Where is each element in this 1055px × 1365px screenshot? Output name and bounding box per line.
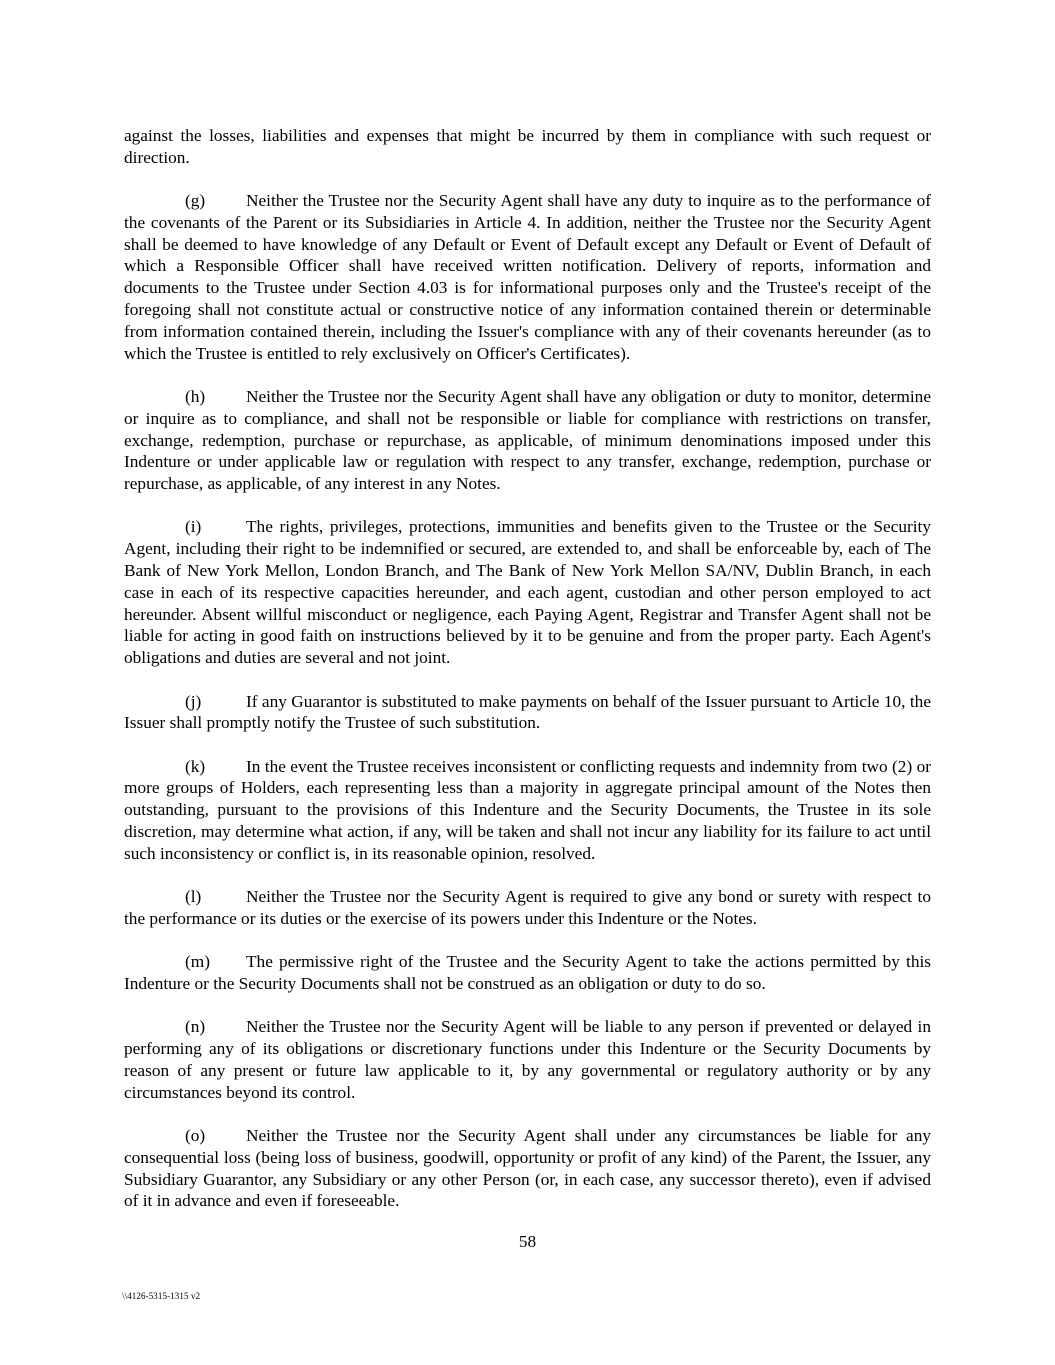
paragraph-text: The permissive right of the Trustee and the Security Agent to take the actions permitted by this Indenture or the Security Documents shall not be construed as an obligation or duty to do so. xyxy=(124,952,931,993)
paragraph-text: Neither the Trustee nor the Security Agent will be liable to any person if prevented or delayed in performing any of its obligations or discretionary functions under this Indenture or the Security Documents by reason of any present or future law applicable to it, by any governmental or regulatory authority or by any circumstances beyond its control. xyxy=(124,1017,931,1102)
page-number: 58 xyxy=(518,1232,537,1251)
document-body xyxy=(124,125,931,1234)
paragraph-g xyxy=(124,190,931,364)
paragraph-label: (m) xyxy=(185,952,210,972)
paragraph-label: (j) xyxy=(185,691,202,711)
paragraph-text: Neither the Trustee nor the Security Agent shall have any obligation or duty to monitor, determine or inquire as to compliance, and shall not be responsible or liable for compliance with restrictions on transfer, exchange, redemption, purchase or repurchase, as applicable, of minimum denominations imposed under this Indenture or under applicable law or regulation with respect to any transfer, exchange, redemption, purchase or repurchase, as applicable, of any interest in any Notes. xyxy=(124,386,931,494)
paragraph-text: Neither the Trustee nor the Security Agent shall have any duty to inquire as to the performance of the covenants of the Parent or its Subsidiaries in Article 4. In addition, neither the Trustee nor the Security Agent shall be deemed to have knowledge of any Default or Event of Default except any Default or Event of Default of which a Responsible Officer shall have received written notification. Delivery of reports, information and documents to the Trustee under Section 4.03 is for informational purposes only and the Trustee's receipt of the foregoing shall not constitute actual or constructive notice of any information contained therein or determinable from information contained therein, including the Issuer's compliance with any of their covenants hereunder (as to which the Trustee is entitled to rely exclusively on Officer's Certificates). xyxy=(124,191,931,363)
paragraph-label: (h) xyxy=(185,386,206,406)
paragraph-o xyxy=(124,1125,931,1212)
paragraph-text: The rights, privileges, protections, immunities and benefits given to the Trustee or the Security Agent, including their right to be indemnified or secured, are extended to, and shall be enforceable by, each of The Bank of New York Mellon, London Branch, and The Bank of New York Mellon SA/NV, Dublin Branch, in each case in each of its respective capacities hereunder, and each agent, custodian and other person employed to act hereunder. Absent willful misconduct or negligence, each Paying Agent, Registrar and Transfer Agent shall not be liable for acting in good faith on instructions believed by it to be genuine and from the proper party. Each Agent's obligations and duties are several and not joint. xyxy=(124,517,931,668)
paragraph-m xyxy=(124,951,931,995)
paragraph-h xyxy=(124,386,931,495)
paragraph-n xyxy=(124,1016,931,1103)
paragraph-text: Neither the Trustee nor the Security Agent is required to give any bond or surety with respect to the performance or its duties or the exercise of its powers under this Indenture or the Notes. xyxy=(124,887,931,928)
paragraph-j xyxy=(124,691,931,735)
paragraph-label: (i) xyxy=(185,517,202,537)
paragraph-l xyxy=(124,886,931,930)
paragraph-i xyxy=(124,516,931,669)
paragraph-text: Neither the Trustee nor the Security Agent shall under any circumstances be liable for any consequential loss (being loss of business, goodwill, opportunity or profit of any kind) of the Parent, the Issuer, any Subsidiary Guarantor, any Subsidiary or any other Person (or, in each case, any successor thereto), even if advised of it in advance and even if foreseeable. xyxy=(124,1125,931,1211)
paragraph-label: (k) xyxy=(185,756,206,776)
paragraph-label: (o) xyxy=(185,1125,206,1145)
paragraph-k xyxy=(124,756,931,865)
paragraph-label: (l) xyxy=(185,887,202,907)
paragraph-text: In the event the Trustee receives inconsistent or conflicting requests and indemnity from two (2) or more groups of Holders, each representing less than a majority in aggregate principal amount of the Notes then outstanding, pursuant to the provisions of this Indenture and the Security Documents, the Trustee in its sole discretion, may determine what action, if any, will be taken and shall not incur any liability for its failure to act until such inconsistency or conflict is, in its reasonable opinion, resolved. xyxy=(124,756,931,863)
continuation-paragraph: against the losses, liabilities and expenses that might be incurred by them in compliance with such request or direction. xyxy=(124,126,931,167)
paragraph-label: (g) xyxy=(185,191,206,211)
paragraph-text: If any Guarantor is substituted to make payments on behalf of the Issuer pursuant to Article 10, the Issuer shall promptly notify the Trustee of such substitution. xyxy=(124,691,931,733)
paragraph-label: (n) xyxy=(185,1017,206,1037)
document-id: \\4126-5315-1315 v2 xyxy=(122,1291,201,1301)
